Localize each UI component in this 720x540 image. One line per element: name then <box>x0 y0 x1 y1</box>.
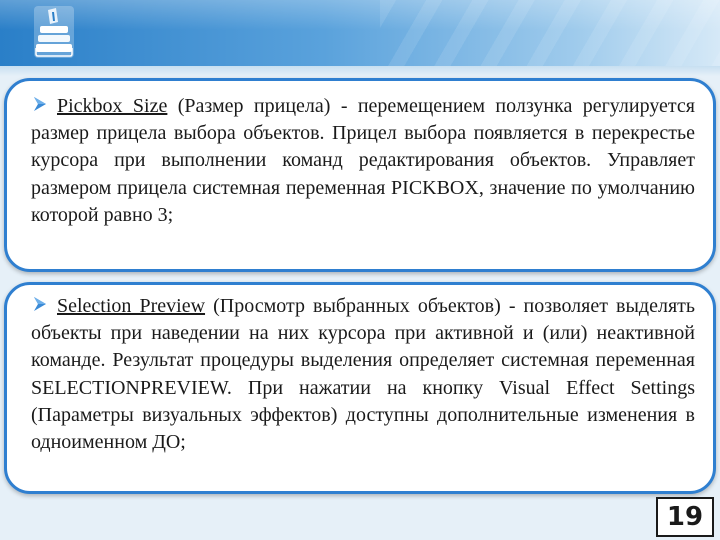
page-number: 19 <box>656 497 714 537</box>
arrow-bullet-icon <box>31 95 49 113</box>
paragraph-pickbox <box>31 93 695 229</box>
arrow-bullet-icon <box>31 295 49 313</box>
stacked-books-logo-icon <box>28 4 80 60</box>
term-pickbox-size: Pickbox Size <box>57 95 168 117</box>
banner-stripes <box>380 0 720 66</box>
info-card-selection-preview <box>4 282 716 494</box>
description-pickbox: (Размер прицела) - перемещением ползунка регулируется размер прицела выбора объектов. Прицел выбора появляется в перекрестье курсора при выполнении команд редактирования объектов. Управляет размером прицела системная переменная PICKBOX, значение по умолчанию которой равно 3; <box>31 95 695 226</box>
description-selection-preview: (Просмотр выбранных объектов) - позволяет выделять объекты при наведении на них курсора при активной и (или) неактивной команде. Результат процедуры выделения определяет системная переменная SELECTIONPREVIEW. При нажатии на кнопку Visual Effect Settings (Параметры визуальных эффектов) доступны дополнительные изменения в одноименном ДО; <box>31 295 696 454</box>
info-card-pickbox <box>4 78 716 272</box>
term-selection-preview: Selection Preview <box>57 295 206 317</box>
banner-bottom-fade <box>0 66 720 76</box>
header-banner <box>0 0 720 66</box>
paragraph-selection-preview <box>31 293 695 456</box>
